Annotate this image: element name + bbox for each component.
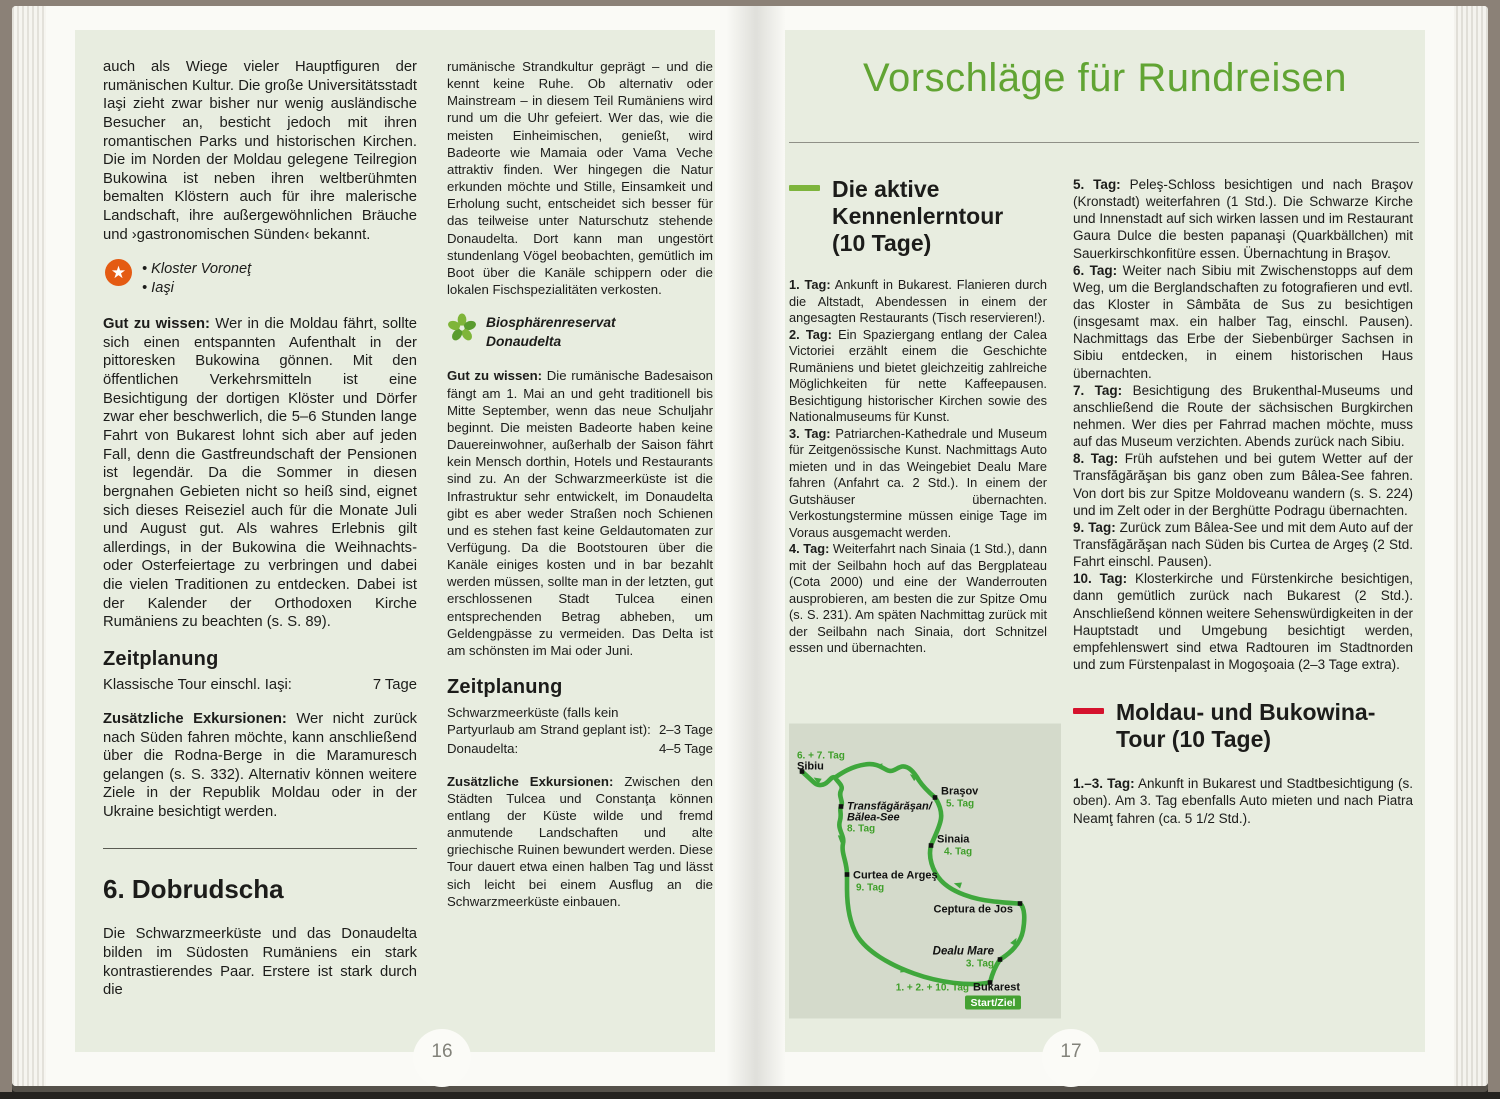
exkursionen-label: Zusätzliche Exkursionen:	[447, 773, 614, 789]
paragraph	[103, 58, 417, 244]
highlight-items	[142, 260, 251, 297]
day-label: 4. Tag:	[789, 541, 830, 557]
row-label: Schwarzmeerküste (falls kein Partyurlaub am Strand geplant ist):	[447, 705, 651, 738]
map-label: Sinaia	[937, 833, 970, 846]
biosphere-label-line2: Donaudelta	[486, 333, 562, 349]
map-label: Curtea de Argeş	[853, 869, 938, 882]
day-label: 1. Tag:	[789, 277, 831, 293]
table-edge-shadow	[0, 1092, 1500, 1099]
day-paragraph	[1073, 176, 1413, 262]
tour2-heading-text	[1116, 699, 1375, 753]
row-value: 7 Tage	[372, 677, 417, 694]
day-paragraph	[1073, 382, 1413, 451]
tour2-heading-line2: Tour (10 Tage)	[1116, 726, 1272, 753]
tour1-heading-line3: (10 Tage)	[832, 230, 932, 257]
green-dash-icon	[789, 185, 820, 191]
title-divider	[789, 142, 1419, 143]
map-label: Bukarest	[973, 981, 1021, 994]
map-stop-dot	[845, 872, 850, 877]
day-label: 7. Tag:	[1073, 382, 1123, 398]
book-gutter-shadow	[726, 6, 786, 1086]
map-stop-dot	[998, 957, 1003, 962]
map-stop-dot	[839, 804, 844, 809]
map-label: 9. Tag	[856, 882, 885, 894]
zeitplanung-heading: Zeitplanung	[103, 648, 219, 671]
day-text: Weiter nach Sibiu mit Zwischenstopps auf dem Weg, um die Berglandschaften zu fotografieren und evtl. das Kloster in Sâmbăta de Sus zu besichtigen (insgesamt max. ein halber Tag, einschl. Pausen). Nachmittags das Erbe der Siebenbürger Sachsen in Sibiu entdecken, in einem historischen Haus übernachten.	[1073, 262, 1413, 381]
exkursionen-label: Zusätzliche Exkursionen:	[103, 710, 287, 727]
day-text: Klosterkirche und Fürstenkirche besichtigen, dann gemütlich zurück nach Bukarest (2 Std.). Anschließend können weitere Sehenswürdigkeiten in der Hauptstadt und Umgebung besichtigt werden, empfehlenswert sind etwa Radtouren im Stadtnorden und zum Fürstenpalast in Mogoşoaia (2–3 Tage extra).	[1073, 571, 1413, 672]
right-column-1	[789, 176, 1047, 657]
tour1-heading-line1: Die aktive	[832, 176, 940, 202]
body-text: Wer in die Moldau fährt, sollte sich einen entspannten Aufenthalt in der pittoresken Bukowina gönnen. Mit den öffentlichen Verkehrsmitteln ist eine Besichtigung der dortigen Klöster und Dörfer zwar eher beschwerlich, die 5–6 Stunden lange Fahrt von Bukarest lohnt sich aber auf jeden Fall, denn die Gastfreundschaft der Pensionen ist legendär. Da die Sommer in diesen bergnahen Gebieten nicht so heiß sind, eignet sich dieses Reiseziel auch für die Monate Juli und August gut. Als wahres Erlebnis gilt allerdings, in der Bukowina die Weihnachts- oder Osterfeiertage zu verbringen und dabei die vielen Traditionen zu entdecken. Dabei ist der Kalender der Orthodoxen Kirche Rumäniens zu beachten (s. S. 89).	[103, 316, 417, 631]
body-text: Wer nicht zurück nach Süden fahren möchte, kann anschließend über die Rodna-Berge in die Maramuresch gelangen (s. S. 332). Alternativ können weitere Ziele in der Republik Moldau oder in der Ukraine besichtigt werden.	[103, 710, 417, 821]
tour1-heading-line2: Kennenlerntour	[832, 203, 1004, 230]
page-stack-right-edge	[1454, 6, 1488, 1086]
day-label: 3. Tag:	[789, 425, 831, 441]
tour2-heading	[1073, 699, 1413, 753]
body-text: Die Schwarzmeerküste und das Donaudelta bilden im Südosten Rumäniens ein stark kontrastierendes Paar. Erstere ist stark durch die	[103, 926, 417, 999]
left-page-number	[413, 1029, 471, 1087]
row-label: Klassische Tour einschl. Iaşi:	[103, 677, 292, 694]
body-text: rumänische Strandkultur geprägt – und die kennt keine Ruhe. Ob alternativ oder Mainstream – in diesem Teil Rumäniens wird rund um die Uhr gefeiert. Wer das, wie die meisten Einheimischen, genießt, wird Badeorte wie Mamaia oder Vama Veche attraktiv finden. Wer hingegen die Natur erkunden möchte und Stille, Einsamkeit und Erholung sucht, entscheidet sich besser für das teilweise unter Naturschutz stehende Donaudelta. Dort kann man ungestört stundenlang Vögel beobachten, gemütlich im Boot über die Kanäle schippern oder die lokalen Fischspezialitäten verkosten.	[447, 59, 713, 298]
body-text: auch als Wiege vieler Hauptfiguren der rumänischen Kultur. Die große Universitätsstadt Iaşi zieht zwar bisher nur wenig ausländische Besucher an, besticht jedoch mit ihren romantischen Parks und historischen Kirchen. Die im Norden der Moldau gelegene Teilregion Bukowina ist neben ihren weltberühmten bemalten Klöstern auch für ihre malerische Landschaft, ihre außergewöhnlichen Bräuche und ›gastronomischen Sünden‹ bekannt.	[103, 59, 417, 243]
open-book	[12, 6, 1488, 1086]
day-paragraph	[1073, 450, 1413, 519]
list-item: • Iaşi	[142, 279, 251, 297]
gut-zu-wissen-label: Gut zu wissen:	[447, 368, 543, 384]
highlight-list	[105, 259, 417, 297]
day-label: 1.–3. Tag:	[1073, 776, 1135, 792]
day-paragraph	[789, 327, 1047, 426]
biosphere-label	[486, 313, 616, 351]
biosphere-callout	[447, 313, 713, 351]
start-ziel-badge	[965, 996, 1021, 1010]
day-text: Ankunft in Bukarest und Stadtbesichtigung (s. oben). Am 3. Tag ebenfalls Auto mieten und nach Piatra Neamţ fahren (ca. 5 1/2 Std.).	[1073, 776, 1413, 826]
map-label: 4. Tag	[944, 846, 973, 858]
right-page-number	[1042, 1029, 1100, 1087]
day-label: 2. Tag:	[789, 326, 832, 342]
table-row	[447, 740, 713, 757]
map-label: 6. + 7. Tag	[797, 750, 845, 762]
day-label: 6. Tag:	[1073, 262, 1118, 278]
day-text: Früh aufstehen und bei gutem Wetter auf der Transfăgărăşan bis ganz oben zum Bâlea-See fahren. Von dort bis zur Spitze Moldoveanu wandern (s. S. 224) und im Zelt oder in der Berghütte Podragu übernachten.	[1073, 451, 1413, 518]
tour2-heading-line1: Moldau- und Bukowina-	[1116, 699, 1376, 726]
route-map	[789, 722, 1061, 1020]
map-label: Ceptura de Jos	[933, 903, 1013, 916]
red-dash-icon	[1073, 708, 1104, 714]
day-label: 8. Tag:	[1073, 451, 1119, 467]
day-paragraph	[1073, 519, 1413, 570]
row-value: 2–3 Tage	[658, 722, 713, 738]
left-page-panel	[75, 30, 715, 1052]
map-label: 1. + 2. + 10. Tag	[895, 982, 969, 994]
map-label: Dealu Mare	[932, 945, 994, 958]
table-row	[447, 704, 713, 738]
flower-icon	[447, 313, 477, 343]
paragraph	[447, 58, 713, 298]
paragraph	[103, 315, 417, 632]
day-label: 10. Tag:	[1073, 571, 1128, 587]
day-text: Ein Spaziergang entlang der Calea Victoriei erzählt einem die Geschichte Rumäniens und bietet gleichzeitig zahlreiche Möglichkeiten für nette Kaffeepausen. Besichtigung historischer Kirchen sowie des Nationalmuseums für Kunst.	[789, 326, 1047, 425]
day-label: 9. Tag:	[1073, 519, 1116, 535]
page-stack-left-edge	[12, 6, 46, 1086]
body-text: Die rumänische Badesaison fängt am 1. Mai an und geht traditionell bis Mitte September, wenn das neue Schuljahr beginnt. Die meisten Badeorte haben keine Dauereinwohner, außerhalb der Saison fährt kein Mensch dorthin, Hotels und Restaurants sind zu. An der Schwarzmeerküste ist die Infrastruktur sehr entwickelt, im Donaudelta gibt es aber weder Straßen noch Schienen und es stehen fast keine Geldautomaten zur Verfügung. Da die Bootstouren über die Kanäle einiges kosten und in bar bezahlt werden müssen, sollte man in der letzten, gut erschlossenen Stadt Tulcea einen entsprechenden Betrag abheben, um Geldengpässe zu vermeiden. Das Delta ist am schönsten im Mai oder Juni.	[447, 368, 713, 658]
list-item: • Kloster Voroneţ	[142, 260, 251, 278]
day-text: Besichtigung des Brukenthal-Museums und anschließend die Route der sächsischen Burgkirchen nehmen. Wer dies per Fahrrad machen möchte, muss auf das Museum verzichten. Abends zurück nach Sibiu.	[1073, 382, 1413, 450]
page-number-text: 16	[431, 1041, 453, 1062]
biosphere-label-line1: Biosphärenreservat	[486, 315, 616, 331]
map-label: 8. Tag	[847, 823, 876, 835]
day-paragraph	[789, 277, 1047, 327]
section-heading: 6. Dobrudscha	[103, 873, 284, 904]
star-icon: ★	[105, 259, 132, 286]
day-text: Ankunft in Bukarest. Flanieren durch die Altstadt, Abendessen in einem der angesagten Restaurants (Tisch reservieren!).	[789, 277, 1048, 326]
day-label: 5. Tag:	[1073, 177, 1121, 192]
badge-label: Start/Ziel	[970, 997, 1016, 1009]
map-label: 3. Tag	[965, 958, 994, 970]
map-label: 5. Tag	[946, 798, 975, 810]
paragraph	[103, 925, 417, 1000]
map-label: Transfăgărăşan/	[847, 800, 932, 813]
page-number-text: 17	[1060, 1041, 1082, 1062]
day-paragraph	[789, 541, 1047, 657]
day-text: Peleş-Schloss besichtigen und nach Braşov (Kronstadt) weiterfahren (1 Std.). Die Schwarze Kirche und Innenstadt auf sich wirken lassen und im Restaurant Gaura Dulce die besten papanaşi (Quarkbällchen) mit Sauerkirschkonfitüre essen. Übernachtung in Braşov.	[1073, 177, 1413, 261]
day-text: Weiterfahrt nach Sinaia (1 Std.), dann mit der Seilbahn hoch auf das Bergplateau (Cota 2000) und eine der Wanderrouten ausprobieren, am besten die zur Spitze Omu (s. S. 231). Am späten Nachmittag zurück mit der Seilbahn nach Sinaia, dort Schnitzel essen und übernachten.	[789, 541, 1047, 656]
zeitplanung-heading: Zeitplanung	[447, 676, 563, 699]
paragraph	[447, 773, 713, 910]
row-value: 4–5 Tage	[658, 741, 713, 757]
map-label: Sibiu	[797, 760, 824, 773]
day-text: Patriarchen-Kathedrale und Museum für Zeitgenössische Kunst. Nachmittags Auto mieten und in das Weingebiet Dealu Mare fahren (Anfahrt ca. 2 Std.). In einem der Gutshäuser übernachten. Verkostungstermine müssen einige Tage im Voraus ausgemacht werden.	[789, 425, 1047, 540]
paragraph	[447, 367, 713, 659]
map-stop-dot	[1018, 901, 1023, 906]
tour1-heading-text	[832, 176, 1003, 257]
day-paragraph	[1073, 262, 1413, 382]
map-stop-dot	[929, 843, 934, 848]
paragraph	[103, 710, 417, 822]
row-label: Donaudelta:	[447, 741, 519, 757]
zeitplanung-table	[103, 676, 417, 695]
map-label: Braşov	[941, 785, 979, 798]
body-text: Zwischen den Städten Tulcea und Constanţa können entlang der Küste wilde und fremd anmutende Landschaften und alte griechische Ruinen bewundert werden. Diese Tour dauert etwa einen halben Tag und lässt sich leicht bei einem Ausflug an die Schwarzmeerküste einbauen.	[447, 773, 714, 909]
right-page-panel	[785, 30, 1425, 1052]
tour1-heading	[789, 176, 1047, 257]
day-paragraph	[789, 426, 1047, 542]
gut-zu-wissen-label: Gut zu wissen:	[103, 316, 210, 333]
zeitplanung-table	[447, 704, 713, 757]
day-paragraph	[1073, 570, 1413, 673]
right-column-2	[1073, 176, 1413, 827]
day-paragraph	[1073, 775, 1413, 826]
route-map-svg	[789, 722, 1061, 1020]
table-row	[103, 676, 417, 695]
left-column-1	[103, 58, 417, 1015]
day-text: Zurück zum Bâlea-See und mit dem Auto auf der Transfăgărăşan nach Süden bis Curtea de Argeş (2 Std. Fahrt einschl. Pausen).	[1073, 519, 1413, 570]
page-title: Vorschläge für Rundreisen	[863, 56, 1347, 100]
map-label: Bălea-See	[847, 811, 900, 824]
section-divider	[103, 848, 417, 849]
left-column-2	[447, 58, 713, 925]
map-stop-dot	[933, 795, 938, 800]
